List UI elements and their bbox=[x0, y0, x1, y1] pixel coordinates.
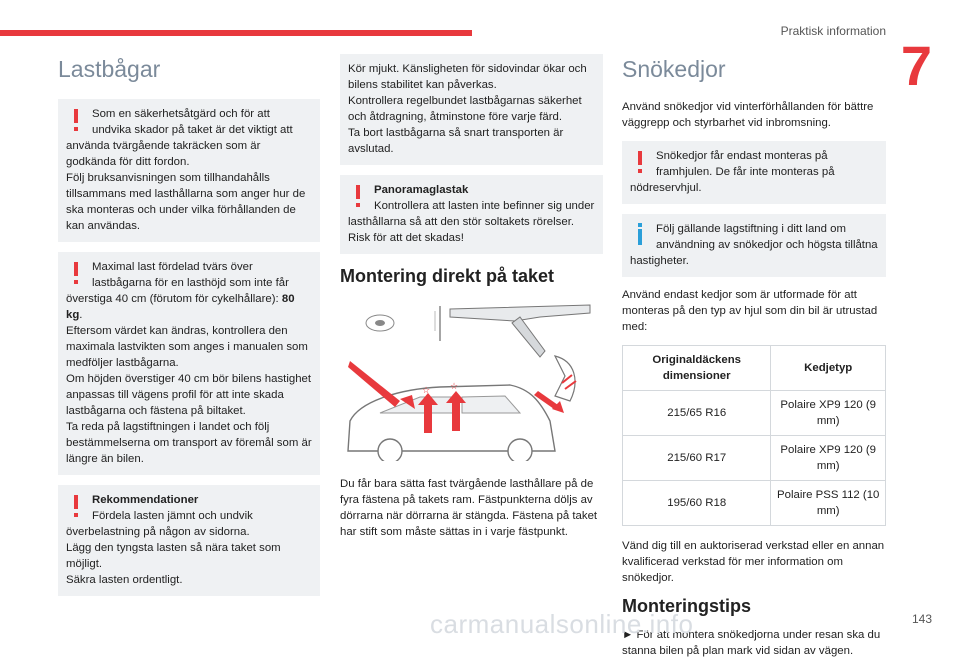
table-row bbox=[623, 481, 886, 526]
warning-box-safety bbox=[58, 99, 320, 242]
column-roof-mounting bbox=[340, 48, 603, 550]
warning-text: Kontrollera att lasten inte befinner sig under lasthållarna så att den stör soltakets rörelser. Risk för att det skadas! bbox=[348, 200, 595, 244]
svg-text:☆: ☆ bbox=[450, 381, 459, 391]
table-cell: 215/60 R17 bbox=[623, 436, 771, 481]
heading-lastbagar: Lastbågar bbox=[58, 56, 161, 82]
chapter-number: 7 bbox=[900, 34, 932, 97]
table-cell: Polaire XP9 120 (9 mm) bbox=[771, 436, 886, 481]
intro-paragraph: Använd snökedjor vid vinterförhållanden för bättre väggrepp och styrbarhet vid inbromsning. bbox=[622, 101, 874, 129]
warning-icon bbox=[66, 492, 88, 520]
chains-paragraph: Använd endast kedjor som är utformade för att monteras på den typ av hjul som din bil är utrustad med: bbox=[622, 289, 878, 333]
table-header-row bbox=[623, 346, 886, 391]
box-text: Kör mjukt. Känsligheten för sidovindar ökar och bilens stabilitet kan påverkas. Kontrollera regelbundet lastbågarnas säkerhet och åtdragning, åtminstone före varje färd. Ta bort lastbågarna så snart transporten är avslutad. bbox=[348, 63, 587, 155]
warning-text: Snökedjor får endast monteras på framhjulen. De får inte monteras på nödreservhjul. bbox=[630, 150, 835, 194]
warning-box-max-load bbox=[58, 252, 320, 475]
max-load-value: 80 kg bbox=[66, 293, 295, 321]
column-roof-bars bbox=[58, 48, 320, 606]
info-box-legislation bbox=[622, 214, 886, 277]
warning-box-panorama bbox=[340, 175, 603, 254]
table-cell: 195/60 R18 bbox=[623, 481, 771, 526]
table-cell: Polaire PSS 112 (10 mm) bbox=[771, 481, 886, 526]
column-snow-chains bbox=[622, 48, 886, 669]
svg-text:☆: ☆ bbox=[422, 385, 431, 395]
warning-box-recommendations bbox=[58, 485, 320, 596]
table-cell: Polaire XP9 120 (9 mm) bbox=[771, 391, 886, 436]
info-box-driving bbox=[340, 54, 603, 165]
info-icon bbox=[630, 221, 652, 249]
warning-box-front-wheels bbox=[622, 141, 886, 204]
warning-icon bbox=[348, 182, 370, 210]
warning-title: Panoramaglastak bbox=[374, 184, 469, 196]
heading-montering: Montering direkt på taket bbox=[340, 266, 555, 286]
top-accent-bar bbox=[0, 30, 472, 36]
info-text: Följ gällande lagstiftning i ditt land om användning av snökedjor och högsta tillåtna hastigheter. bbox=[630, 223, 878, 267]
workshop-paragraph: Vänd dig till en auktoriserad verkstad eller en annan kvalificerad verkstad för mer information om snökedjor. bbox=[622, 540, 885, 584]
table-header: Kedjetyp bbox=[771, 346, 886, 391]
warning-icon bbox=[66, 106, 88, 134]
watermark: carmanualsonline.info bbox=[430, 609, 694, 639]
page-number: 143 bbox=[911, 612, 932, 626]
warning-text: Fördela lasten jämnt och undvik överbelastning på någon av sidorna. Lägg den tyngsta lasten så nära taket som möjligt. Säkra lasten ordentligt. bbox=[66, 510, 281, 586]
warning-text: Maximal last fördelad tvärs över lastbågarna för en lasthöjd som inte får överstiga 40 cm (förutom för cykelhållare): 80 kg. Eftersom värdet kan ändras, kontrollera den maximala lastvikten som anges i manualen som medföljer lastbågarna. Om höjden överstiger 40 cm bör bilens hastighet anpassas till vägens profil för att inte skada lastbågarna och fästena på biltaket. Ta reda på lagstiftningen i landet och följ bestämmelserna om transport av föremål som är längre än bilen. bbox=[66, 261, 312, 465]
table-cell: 215/65 R16 bbox=[623, 391, 771, 436]
chains-table bbox=[622, 345, 886, 526]
warning-text: Som en säkerhetsåtgärd och för att undvika skador på taket är det viktigt att använda tvärgående takräcken som är godkända för ditt fordon. Följ bruksanvisningen som tillhandahålls tillsammans med lasthållarna som anger hur de ska monteras och under vilka förhållanden de kan användas. bbox=[66, 108, 306, 232]
table-header: Originaldäckens dimensioner bbox=[623, 346, 771, 391]
heading-monteringstips: Monteringstips bbox=[622, 596, 751, 616]
heading-snokedjor: Snökedjor bbox=[622, 56, 726, 82]
tip-paragraph: ► För att montera snökedjorna under resan ska du stanna bilen på plan mark vid sidan av vägen. bbox=[622, 629, 881, 657]
table-row bbox=[623, 436, 886, 481]
roof-mounting-illustration bbox=[340, 301, 596, 461]
warning-icon bbox=[630, 148, 652, 176]
warning-title: Rekommendationer bbox=[92, 494, 199, 506]
section-title: Praktisk information bbox=[780, 24, 886, 38]
warning-icon bbox=[66, 259, 88, 287]
table-row bbox=[623, 391, 886, 436]
mounting-paragraph: Du får bara sätta fast tvärgående lasthållare på de fyra fästena på takets ram. Fästpunkterna döljs av dörrarna när dörrarna är stängda. Fästena på taket har stift som måste sättas in i varje fästpunkt. bbox=[340, 478, 598, 538]
